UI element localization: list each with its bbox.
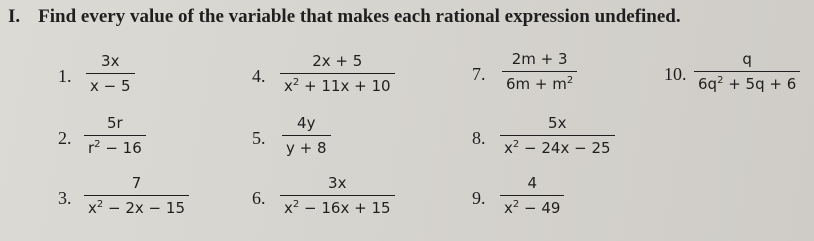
problem-9 xyxy=(472,174,592,224)
problem-2 xyxy=(58,114,178,164)
fraction xyxy=(86,52,135,95)
problem-8 xyxy=(472,114,642,164)
numerator: 3x xyxy=(101,52,120,70)
denominator: y + 8 xyxy=(286,139,327,157)
numerator: 5r xyxy=(107,114,123,132)
problem-10 xyxy=(664,50,812,100)
numerator: 5x xyxy=(548,114,567,132)
problem-4 xyxy=(252,52,422,102)
problem-number: 4. xyxy=(252,66,266,86)
fraction xyxy=(500,114,615,157)
denominator: $6m + m^2$ xyxy=(506,75,574,93)
denominator: $x^2 - 2x - 15$ xyxy=(88,199,185,217)
section-heading xyxy=(8,6,681,28)
section-number: I. xyxy=(8,6,21,27)
fraction xyxy=(280,52,395,95)
problem-number: 1. xyxy=(58,66,72,86)
problem-5 xyxy=(252,114,372,164)
denominator: $x^2 - 49$ xyxy=(504,199,561,217)
numerator: 4 xyxy=(527,174,537,192)
problem-number: 5. xyxy=(252,128,266,148)
numerator: q xyxy=(742,50,752,68)
problem-number: 2. xyxy=(58,128,72,148)
numerator: 7 xyxy=(131,174,142,192)
problem-number: 7. xyxy=(472,64,486,84)
problem-number: 6. xyxy=(252,188,266,208)
numerator: 3x xyxy=(328,174,347,192)
problem-number: 8. xyxy=(472,128,486,148)
problem-1 xyxy=(58,52,178,102)
fraction xyxy=(694,50,800,93)
numerator: 2m + 3 xyxy=(511,50,568,68)
fraction xyxy=(84,174,189,217)
problem-number: 9. xyxy=(472,188,486,208)
problem-3 xyxy=(58,174,218,224)
numerator: 2x + 5 xyxy=(312,52,363,70)
denominator: $x^2 - 24x - 25$ xyxy=(504,139,611,157)
problem-number: 3. xyxy=(58,188,72,208)
fraction xyxy=(282,114,331,157)
problem-number: 10. xyxy=(664,64,687,84)
fraction xyxy=(500,174,564,217)
denominator: x − 5 xyxy=(90,77,131,95)
denominator: $x^2 + 11x + 10$ xyxy=(284,77,391,95)
numerator: 4y xyxy=(297,114,316,132)
denominator: $6q^2 + 5q + 6$ xyxy=(698,75,797,93)
fraction xyxy=(502,50,577,93)
section-instruction: Find every value of the variable that makes each rational expression undefined. xyxy=(38,6,681,27)
denominator: $x^2 - 16x + 15$ xyxy=(284,199,391,217)
denominator: $r^2 - 16$ xyxy=(88,139,142,157)
problem-7 xyxy=(472,50,602,100)
fraction xyxy=(84,114,146,157)
problem-6 xyxy=(252,174,422,224)
fraction xyxy=(280,174,395,217)
